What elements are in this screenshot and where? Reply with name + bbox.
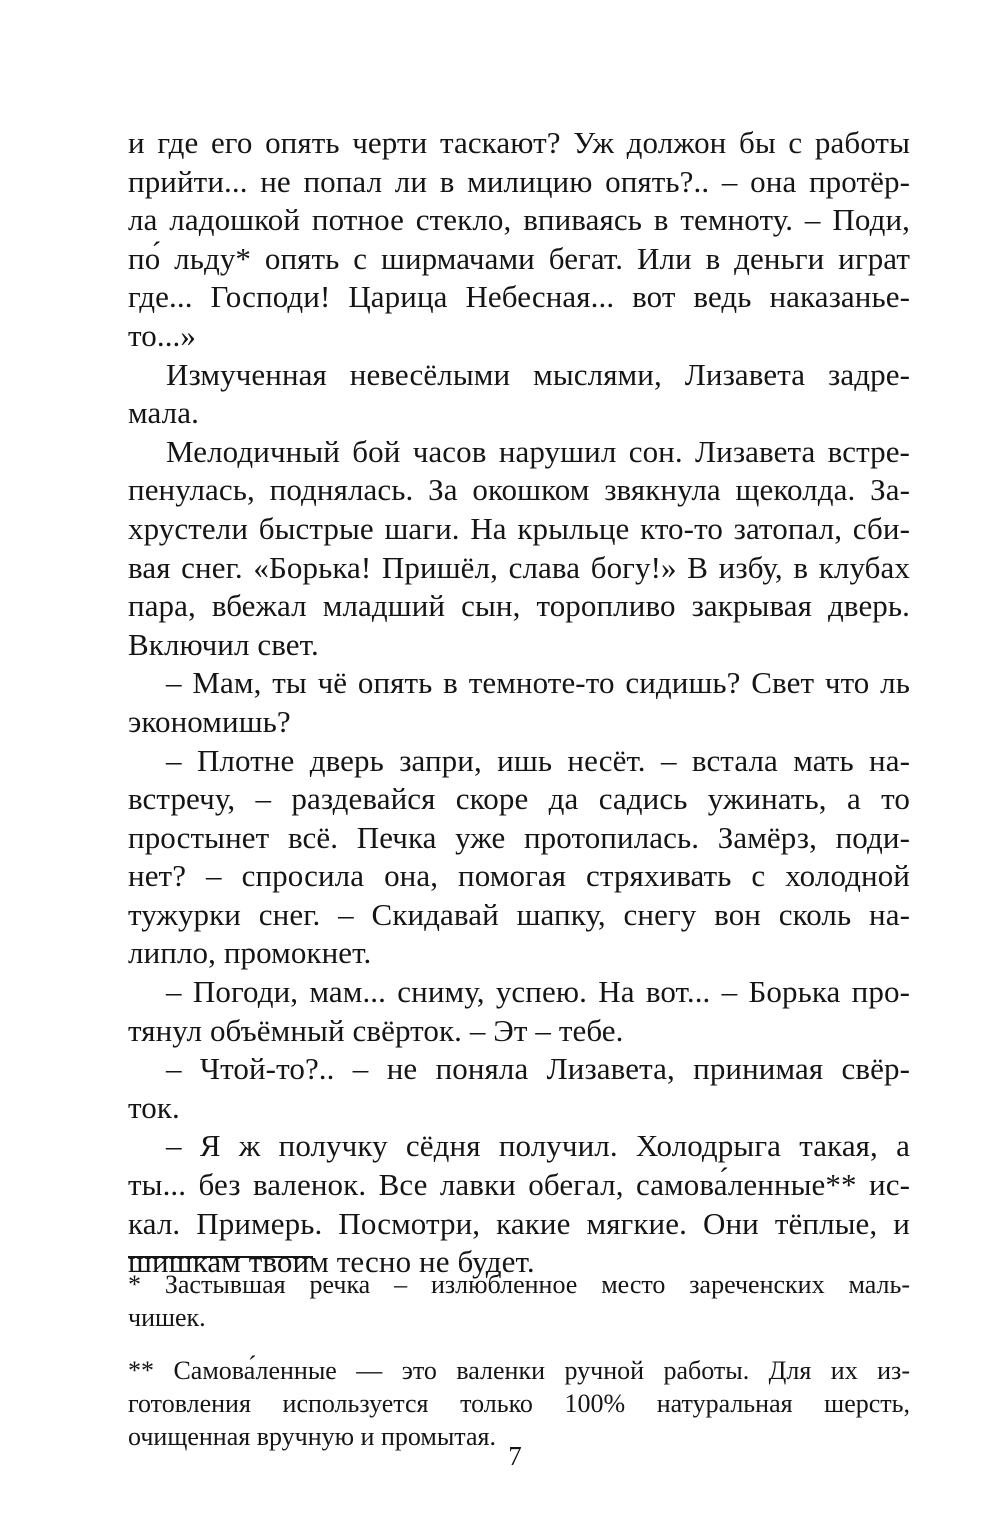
- footnote-line: * Застывшая речка – излюбленное место зареченских маль-: [128, 1270, 910, 1299]
- footnote: [128, 1268, 910, 1334]
- text-line: тянул объёмный свёрток. – Эт – тебе.: [128, 1012, 624, 1048]
- text-line: по́ льду* опять с ширмачами бегат. Или в деньги играт: [128, 240, 910, 276]
- text-line: – Мам, ты чё опять в темноте-то сидишь? Свет что ль: [166, 665, 910, 701]
- text-line: тужурки снег. – Скидавай шапку, снегу вон сколь на-: [128, 896, 910, 932]
- text-line: шишкам твоим тесно не будет.: [128, 1244, 535, 1280]
- text-line: ты... без валенок. Все лавки обегал, самова́ленные** ис-: [128, 1167, 910, 1203]
- text-line: липло, промокнет.: [128, 935, 372, 971]
- body-text: [128, 124, 910, 1282]
- text-line: Измученная невесёлыми мыслями, Лизавета задре-: [166, 356, 910, 392]
- faint-running-header: [380, 60, 650, 70]
- footnote-separator: [128, 1256, 313, 1258]
- footnote-line: очищенная вручную и промытая.: [128, 1422, 496, 1451]
- footnote: [128, 1354, 910, 1453]
- text-line: то...»: [128, 317, 196, 353]
- text-line: – Чтой-то?.. – не поняла Лизавета, принимая свёр-: [166, 1051, 910, 1087]
- text-line: – Погоди, мам... сниму, успею. На вот... – Борька про-: [166, 974, 910, 1010]
- text-line: Мелодичный бой часов нарушил сон. Лизавета встре-: [166, 433, 910, 469]
- footnote-line: ** Самова́ленные — это валенки ручной работы. Для их из-: [128, 1356, 910, 1385]
- footnote-line: чишек.: [128, 1303, 206, 1332]
- text-line: экономишь?: [128, 703, 291, 739]
- text-line: – Плотне дверь запри, ишь несёт. – встала мать на-: [166, 742, 910, 778]
- text-line: кал. Примерь. Посмотри, какие мягкие. Они тёплые, и: [128, 1205, 910, 1241]
- text-line: мала.: [128, 395, 199, 431]
- text-line: и где его опять черти таскают? Уж должон бы с работы: [128, 125, 910, 160]
- text-line: где... Господи! Царица Небесная... вот ведь наказанье-: [128, 279, 910, 315]
- text-line: встречу, – раздевайся скоре да садись ужинать, а то: [128, 781, 910, 817]
- text-line: ла ладошкой потное стекло, впиваясь в темноту. – Поди,: [128, 202, 910, 238]
- text-line: пенулась, поднялась. За окошком звякнула щеколда. За-: [128, 472, 910, 508]
- page-number: 7: [508, 1441, 522, 1471]
- footnotes: [128, 1268, 910, 1453]
- text-line: хрустели быстрые шаги. На крыльце кто-то затопал, сби-: [128, 510, 910, 546]
- text-line: ток.: [128, 1089, 180, 1125]
- text-line: пара, вбежал младший сын, торопливо закрывая дверь.: [128, 588, 910, 624]
- text-line: нет? – спросила она, помогая стряхивать с холодной: [128, 858, 910, 894]
- text-line: Включил свет.: [128, 626, 319, 662]
- text-line: прийти... не попал ли в милицию опять?.. – она протёр-: [128, 163, 910, 199]
- footnote-line: готовления используется только 100% натуральная шерсть,: [128, 1389, 910, 1418]
- text-line: – Я ж получку сёдня получил. Холодрыга такая, а: [166, 1128, 910, 1164]
- text-line: простынет всё. Печка уже протопилась. Замёрз, поди-: [128, 819, 910, 855]
- text-line: вая снег. «Борька! Пришёл, слава богу!» В избу, в клубах: [128, 549, 910, 585]
